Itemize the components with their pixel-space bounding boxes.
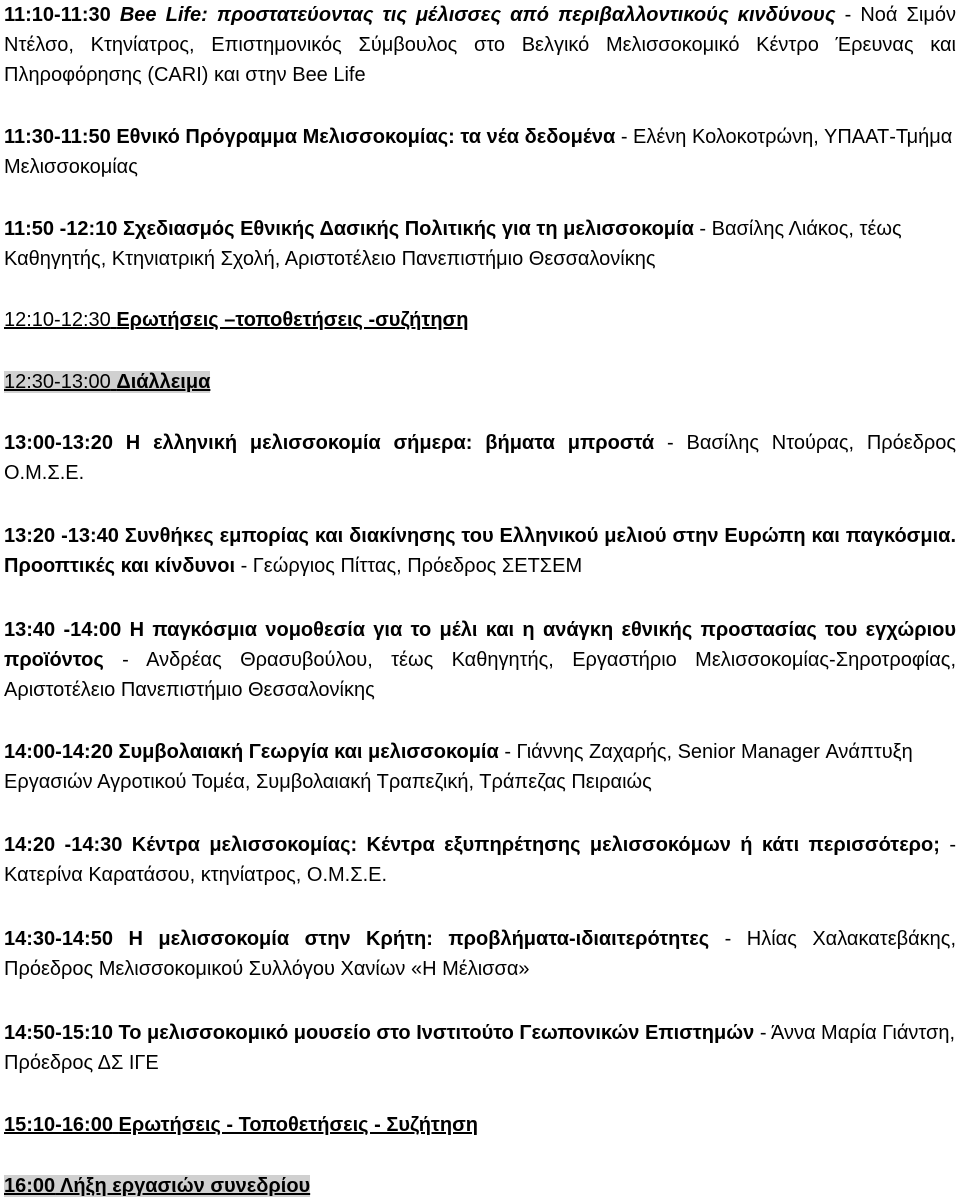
item-time: 12:10-12:30 [4, 309, 111, 331]
schedule-item [4, 521, 956, 581]
schedule-item [4, 830, 956, 890]
schedule-item [4, 0, 956, 90]
schedule-item [4, 428, 956, 488]
item-time: 11:50 -12:10 [4, 218, 118, 240]
item-speaker: - Ηλίας Χαλακατεβάκης, Πρόεδρος Μελισσοκομικού Συλλόγου Χανίων «Η Μέλισσα» [4, 928, 956, 980]
item-time: 13:20 -13:40 [4, 525, 119, 547]
schedule-item [4, 1110, 478, 1140]
item-speaker: - Γεώργιος Πίττας, Πρόεδρος ΣΕΤΣΕΜ [235, 555, 583, 577]
item-title: Ερωτήσεις - Τοποθετήσεις - Συζήτηση [118, 1114, 478, 1136]
item-time: 14:20 -14:30 [4, 834, 123, 856]
item-title: Κέντρα μελισσοκομίας: Κέντρα εξυπηρέτησης μελισσοκόμων ή κάτι περισσότερο; [131, 834, 940, 856]
item-speaker: - Άννα Μαρία Γιάντση, Πρόεδρος ΔΣ ΙΓΕ [4, 1022, 956, 1074]
item-time: 14:00-14:20 [4, 741, 113, 763]
item-speaker: - Κατερίνα Καρατάσου, κτηνίατρος, Ο.Μ.Σ.Ε. [4, 834, 956, 886]
item-title: Εθνικό Πρόγραμμα Μελισσοκομίας: τα νέα δεδομένα [116, 126, 616, 148]
schedule-item [4, 122, 956, 182]
item-speaker: - Βασίλης Λιάκος, τέως Καθηγητής, Κτηνιατρική Σχολή, Αριστοτέλειο Πανεπιστήμιο Θεσσαλονίκης [4, 218, 902, 270]
item-title: Ερωτήσεις –τοποθετήσεις -συζήτηση [116, 309, 469, 331]
item-title: Η ελληνική μελισσοκομία σήμερα: βήματα μπροστά [125, 432, 655, 454]
schedule-item [4, 367, 210, 397]
item-time: 13:40 -14:00 [4, 619, 122, 641]
item-title: Το μελισσοκομικό μουσείο στο Ινστιτούτο Γεωπονικών Επιστημών [118, 1022, 755, 1044]
item-title: Συνθήκες εμπορίας και διακίνησης του Ελληνικού μελιού στην Ευρώπη και παγκόσμια. Προοπτικές και κίνδυνοι [4, 525, 956, 577]
item-title: Σχεδιασμός Εθνικής Δασικής Πολιτικής για τη μελισσοκομία [122, 218, 694, 240]
item-title: Συμβολαιακή Γεωργία και μελισσοκομία [118, 741, 499, 763]
schedule-item [4, 1171, 310, 1201]
schedule-item [4, 305, 468, 335]
item-speaker: - Ελένη Κολοκοτρώνη, ΥΠΑΑΤ-Τμήμα Μελισσοκομίας [4, 126, 953, 178]
schedule-item [4, 615, 956, 705]
schedule-item [4, 214, 956, 274]
schedule-item [4, 924, 956, 984]
item-title: Λήξη εργασιών συνεδρίου [59, 1175, 311, 1197]
item-time: 11:30-11:50 [4, 126, 111, 148]
schedule-item [4, 1018, 956, 1078]
item-time: 16:00 [4, 1175, 56, 1197]
item-time: 15:10-16:00 [4, 1114, 113, 1136]
item-time: 14:50-15:10 [4, 1022, 113, 1044]
item-time: 12:30-13:00 [4, 371, 111, 393]
item-time: 14:30-14:50 [4, 928, 113, 950]
item-speaker: - Ανδρέας Θρασυβούλου, τέως Καθηγητής, Εργαστήριο Μελισσοκομίας-Σηροτροφίας, Αριστοτέλειο Πανεπιστήμιο Θεσσαλονίκης [4, 649, 956, 701]
item-title: Bee Life: προστατεύοντας τις μέλισσες από περιβαλλοντικούς κινδύνους [119, 4, 836, 26]
item-speaker: - Νοά Σιμόν Ντέλσο, Κτηνίατρος, Επιστημονικός Σύμβουλος στο Βελγικό Μελισσοκομικό Κέντρο Έρευνας και Πληροφόρησης (CARI) και στην Bee Life [4, 4, 956, 86]
item-time: 13:00-13:20 [4, 432, 113, 454]
schedule-item [4, 737, 956, 797]
item-title: Η μελισσοκομία στην Κρήτη: προβλήματα-ιδιαιτερότητες [128, 928, 710, 950]
item-speaker: - Γιάννης Ζαχαρής, Senior Manager Ανάπτυξη Εργασιών Αγροτικού Τομέα, Συμβολαιακή Τραπεζική, Τράπεζας Πειραιώς [4, 741, 913, 793]
item-speaker: - Βασίλης Ντούρας, Πρόεδρος Ο.Μ.Σ.Ε. [4, 432, 956, 484]
item-title: Διάλλειμα [116, 371, 211, 393]
item-time: 11:10-11:30 [4, 4, 111, 26]
item-title: Η παγκόσμια νομοθεσία για το μέλι και η ανάγκη εθνικής προστασίας του εγχώριου προϊόντος [4, 619, 956, 671]
